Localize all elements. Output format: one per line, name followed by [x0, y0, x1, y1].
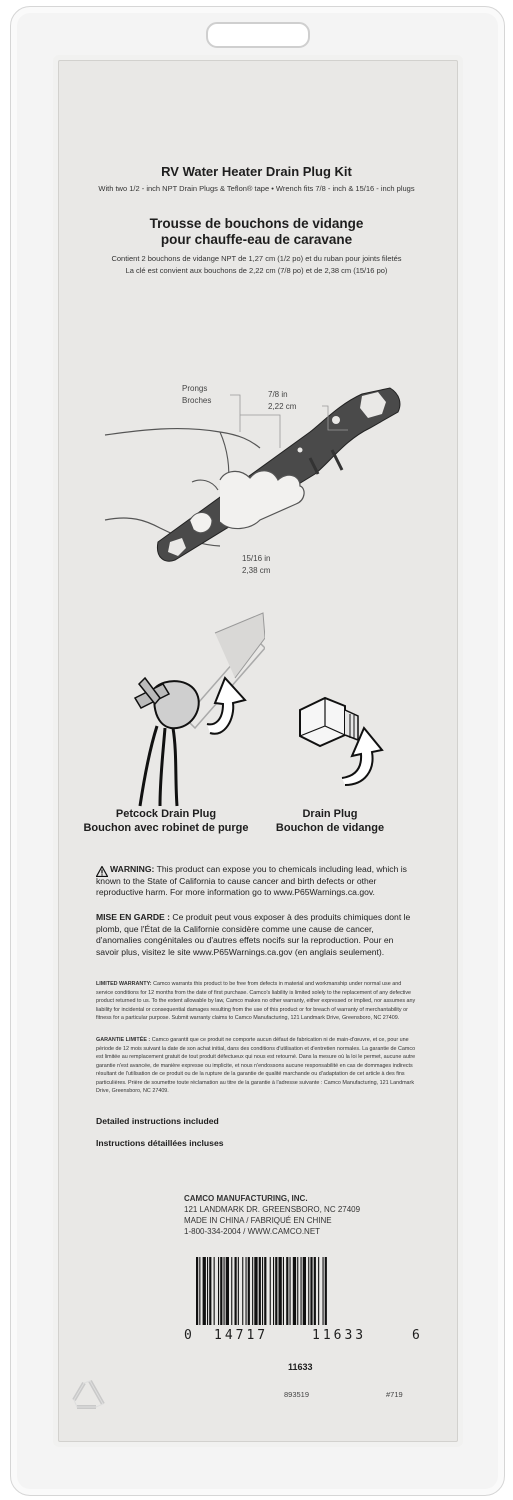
warning-text: This product can expose you to chemicals including lead, which is known to the State of California to cause cancer and birth defects or other reproductive harm. For more information go to www.P65Warnings.ca.gov. [96, 864, 407, 897]
prongs-label: Prongs [182, 384, 208, 393]
recycle-icon [70, 1378, 110, 1416]
product-subtitle-fr-line1: Contient 2 bouchons de vidange NPT de 1,27 cm (1/2 po) et du ruban pour joints filetés [111, 254, 402, 263]
upc-digit-first: 0 [184, 1328, 192, 1343]
hang-hole [206, 22, 310, 48]
upc-digits-left: 14717 [214, 1328, 269, 1343]
warranty-label-fr: GARANTIE LIMITÉE : [96, 1037, 151, 1043]
warranty-text-fr: Camco garantit que ce produit ne comporte aucun défaut de fabrication ni de main-d'œuvre, et ce, pour une période de 12 mois suivant la date de son achat initial, dans des conditions d'utilisation et d'entretien normales. La garantie de Camco est limitée au remplacement gratuit de tout produit défectueux qui nous est retourné. Dans la mesure où la loi le permet, aucune autre garantie n'est avancée, de manière expresse ou implicite, et nous n'endossons aucune responsabilité en cas de dommages indirects résultant de l'utilisation de ce produit ou de la rupture de la garantie de qualité marchande ou d'adaptation de cet article à des fins particulières. Prière de soumettre toute réclamation au titre de la garantie à l'adresse suivante : Camco Manufacturing, 121 Landmark Drive, Greensboro, NC 27409. [96, 1037, 416, 1094]
upc-digit-last: 6 [412, 1328, 420, 1343]
broches-label: Broches [182, 396, 212, 405]
size-2-38-cm: 2,38 cm [242, 566, 271, 575]
petcock-drain-plug-illustration [115, 608, 265, 808]
product-title: RV Water Heater Drain Plug Kit [161, 164, 352, 179]
upc-digits-right: 11633 [312, 1328, 367, 1343]
product-title-fr-line2: pour chauffe-eau de caravane [160, 232, 353, 247]
upc-barcode [196, 1257, 406, 1337]
size-2-22-cm: 2,22 cm [268, 402, 297, 411]
warranty-label: LIMITED WARRANTY: [96, 981, 152, 987]
prop65-warning [96, 864, 418, 899]
warranty-text: Camco warrants this product to be free from defects in material and workmanship under normal use and service conditions for 12 months from the date of first purchase. Camco's liability is limited solely to the replacement of any defective product returned to us. To the extent allowable by law, Camco makes no other warranty, either expressed or implied, nor assumes any liability for incidental or consequential damages resulting from the use of this product or for breach of warranty of merchantability or fitness for a particular purpose. Submit warranty claims to Camco Manufacturing, 121 Landmark Drive, Greensboro, NC 27409. [96, 981, 416, 1021]
code-right: #719 [386, 1390, 403, 1399]
warning-label-fr: MISE EN GARDE : [96, 912, 171, 922]
made-in: MADE IN CHINA / FABRIQUÉ EN CHINE [184, 1216, 332, 1225]
size-7-8-in: 7/8 in [268, 390, 288, 399]
company-name: CAMCO MANUFACTURING, INC. [184, 1194, 308, 1203]
drain-plug-illustration [290, 690, 390, 800]
size-15-16-in: 15/16 in [242, 554, 271, 563]
phone-website: 1-800-334-2004 / WWW.CAMCO.NET [184, 1227, 321, 1236]
code-left: 893519 [284, 1390, 310, 1399]
limited-warranty [96, 980, 416, 1023]
product-subtitle-fr-line2: La clé est convient aux bouchons de 2,22 cm (7/8 po) et de 2,38 cm (15/16 po) [125, 266, 388, 275]
petcock-drain-plug-label: Petcock Drain Plug [115, 808, 217, 820]
instructions-included-fr: Instructions détaillées incluses [96, 1138, 224, 1148]
warning-label: WARNING: [110, 864, 155, 874]
product-subtitle: With two 1/2 - inch NPT Drain Plugs & Teflon® tape • Wrench fits 7/8 - inch & 15/16 - inch plugs [98, 184, 415, 193]
petcock-drain-plug-label-fr: Bouchon avec robinet de purge [83, 822, 249, 834]
product-title-fr-line1: Trousse de bouchons de vidange [149, 216, 364, 231]
warning-text-fr: Ce produit peut vous exposer à des produits chimiques dont le plomb, que l'État de la Californie considère comme une cause de cancer, d'anomalies congénitales ou d'autres effets nocifs sur la reproduction. Pour en savoir plus, visitez le site www.P65Warnings.ca.gov (en anglais seulement). [96, 912, 411, 957]
company-address: 121 LANDMARK DR. GREENSBORO, NC 27409 [184, 1205, 361, 1214]
drain-plug-label: Drain Plug [302, 808, 358, 820]
model-number: 11633 [288, 1362, 313, 1372]
instructions-included: Detailed instructions included [96, 1116, 219, 1126]
limited-warranty-fr [96, 1036, 416, 1096]
drain-plug-label-fr: Bouchon de vidange [275, 822, 385, 834]
prop65-warning-fr [96, 912, 418, 958]
